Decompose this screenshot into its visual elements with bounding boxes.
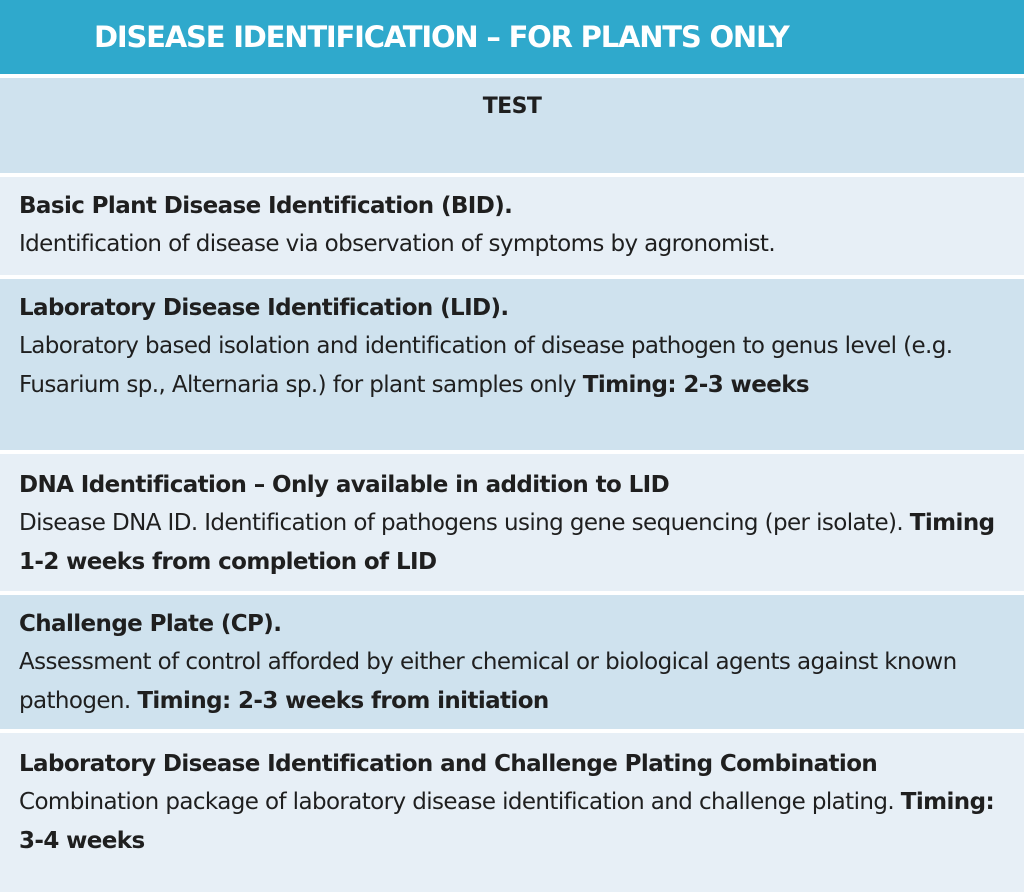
test-name: Basic Plant Disease Identification (BID).: [19, 193, 513, 219]
test-description: [19, 327, 1006, 404]
description-text: Combination package of laboratory disease identification and challenge plating.: [19, 789, 901, 815]
column-header-test: TEST: [482, 94, 542, 119]
test-name: Challenge Plate (CP).: [19, 611, 282, 637]
timing-text: Timing 1-2 weeks from completion of LID: [19, 510, 995, 575]
timing-text: Timing: 3-4 weeks: [19, 789, 995, 854]
table-title: DISEASE IDENTIFICATION – FOR PLANTS ONLY: [94, 20, 789, 54]
description-text: Assessment of control afforded by either chemical or biological agents against known pathogen.: [19, 649, 957, 714]
table-row: [0, 177, 1024, 275]
test-name: DNA Identification – Only available in addition to LID: [19, 472, 670, 498]
table-row: [0, 279, 1024, 450]
timing-text: Timing: 2-3 weeks: [582, 371, 809, 398]
description-text: Identification of disease via observation of symptoms by agronomist.: [19, 231, 776, 257]
description-text: Disease DNA ID. Identification of pathogens using gene sequencing (per isolate).: [19, 510, 910, 536]
test-name: Laboratory Disease Identification and Challenge Plating Combination: [19, 751, 878, 777]
column-header-row: [0, 78, 1024, 173]
table-title-banner: [0, 0, 1024, 74]
test-description: [19, 504, 1006, 581]
table-row: [0, 595, 1024, 729]
description-text: Laboratory based isolation and identification of disease pathogen to genus level (e.g. Fusarium sp., Alternaria sp.) for plant samples only: [19, 333, 953, 398]
table-row: [0, 733, 1024, 892]
test-description: [19, 783, 1006, 860]
table-row: [0, 454, 1024, 591]
test-description: [19, 225, 1006, 264]
test-description: [19, 643, 1006, 720]
test-name: Laboratory Disease Identification (LID).: [19, 295, 509, 321]
timing-text: Timing: 2-3 weeks from initiation: [137, 687, 549, 714]
